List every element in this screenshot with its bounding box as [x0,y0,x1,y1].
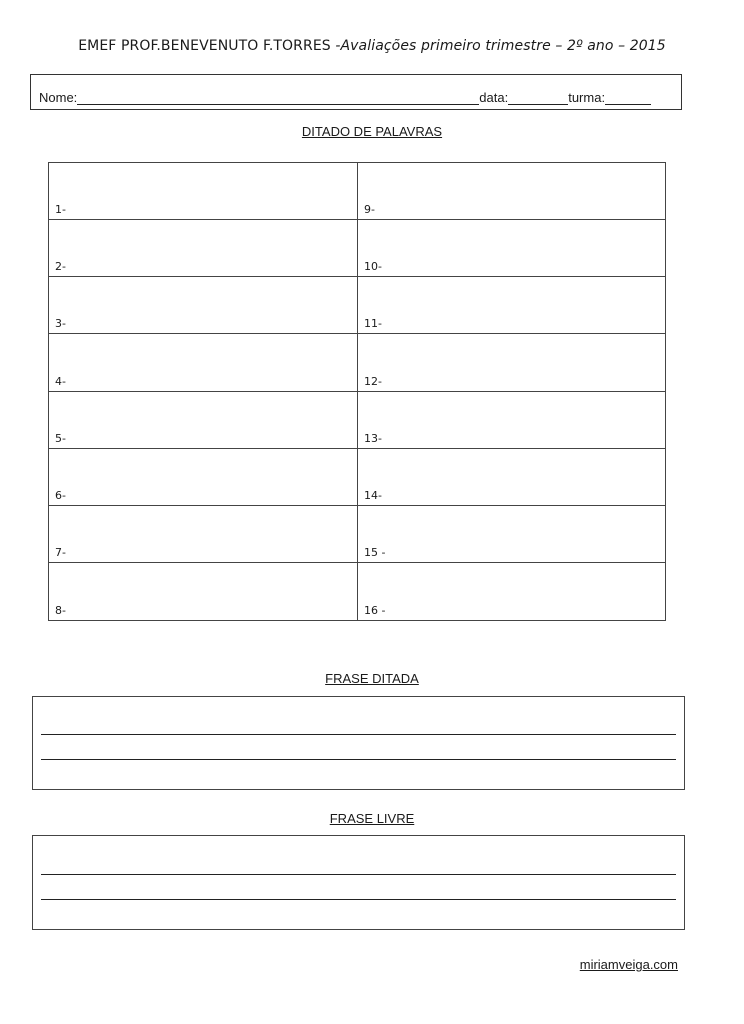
writing-line [41,759,676,760]
dictation-cell[interactable] [358,334,665,391]
item-number: 8- [55,604,66,617]
item-number: 9- [364,203,375,217]
date-field[interactable] [508,90,568,105]
item-number: 12- [364,374,382,388]
footer-site: miriamveiga.com [579,957,678,972]
item-number: 11- [364,317,382,331]
dictation-cell[interactable] [358,277,665,334]
item-number: 7- [55,545,66,559]
writing-line [41,899,676,900]
writing-line [41,734,676,735]
assessment-subtitle: -Avaliações primeiro trimestre – 2º ano – 2015 [335,38,666,54]
dictation-cell[interactable] [49,277,358,334]
dictation-title: DITADO DE PALAVRAS [301,124,443,139]
dictation-cell[interactable] [49,563,358,620]
item-number: 13- [364,431,382,445]
dictated-sentence-title: FRASE DITADA [325,671,419,686]
item-number: 10- [364,260,382,274]
item-number: 4- [55,374,66,388]
name-label: Nome: [39,90,78,105]
dictation-cell[interactable] [49,334,358,391]
date-label: data: [479,90,509,105]
dictation-cell[interactable] [358,163,665,220]
item-number: 2- [55,260,66,274]
writing-line [41,874,676,875]
dictation-cell[interactable] [49,163,358,220]
dictation-cell[interactable] [49,506,358,563]
item-number: 5- [55,431,66,445]
class-field[interactable] [605,90,651,105]
dictation-cell[interactable] [358,392,665,449]
name-field[interactable] [77,90,479,105]
dictation-cell[interactable] [358,220,665,277]
item-number: 15 - [364,545,386,559]
dictation-cell[interactable] [49,392,358,449]
student-info-row [39,90,673,105]
worksheet-header [0,38,744,54]
dictation-cell[interactable] [358,506,665,563]
dictation-cell[interactable] [49,220,358,277]
student-info-box [30,74,682,110]
dictation-cell[interactable] [358,563,665,620]
dictation-grid [48,162,666,621]
item-number: 6- [55,488,66,502]
item-number: 16 - [364,604,386,617]
dictated-sentence-box[interactable] [32,696,685,790]
school-name: EMEF PROF.BENEVENUTO F.TORRES [78,38,331,54]
item-number: 1- [55,203,66,217]
class-label: turma: [568,90,606,105]
free-sentence-box[interactable] [32,835,685,930]
item-number: 3- [55,317,66,331]
free-sentence-title: FRASE LIVRE [329,811,415,826]
item-number: 14- [364,488,382,502]
dictation-cell[interactable] [49,449,358,506]
dictation-cell[interactable] [358,449,665,506]
